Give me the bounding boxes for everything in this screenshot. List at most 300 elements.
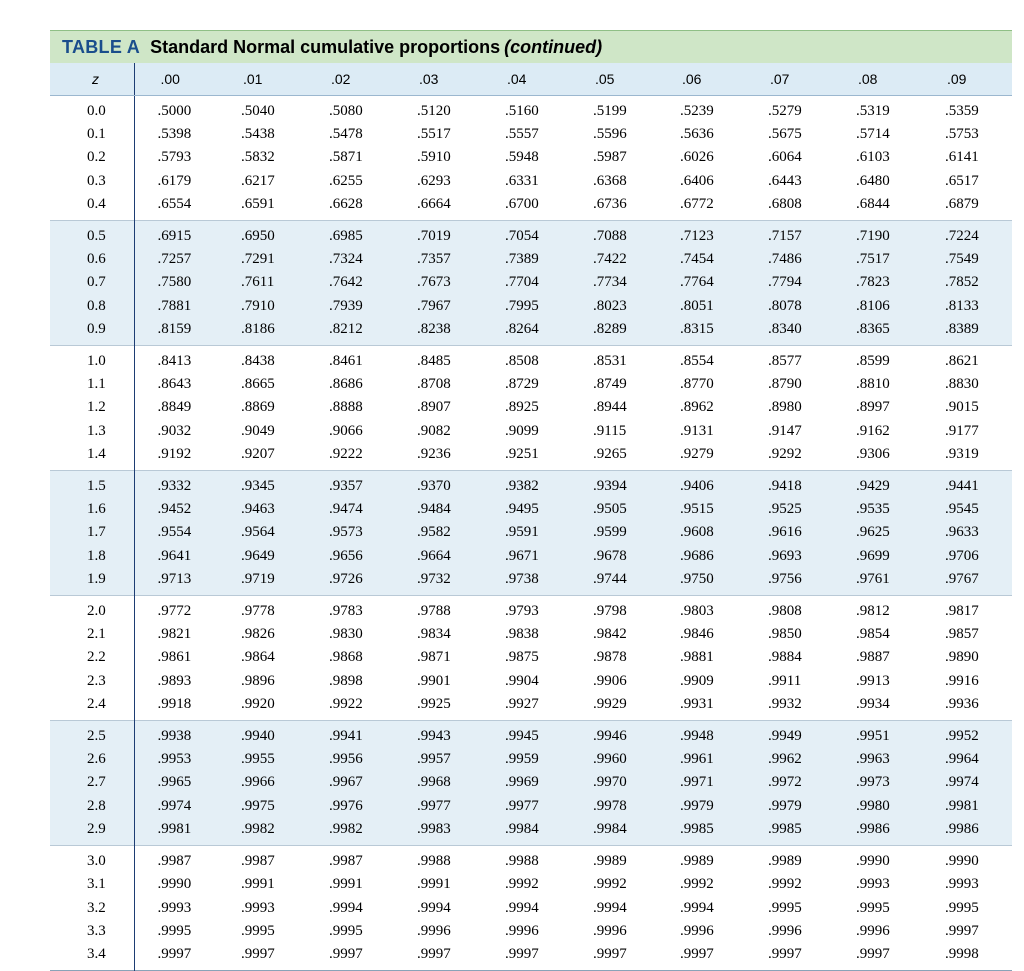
proportion-cell: .9783	[307, 596, 395, 624]
proportion-cell: .8599	[834, 346, 923, 374]
z-value-cell: 0.6	[50, 248, 134, 271]
proportion-cell: .8944	[571, 396, 658, 419]
proportion-cell: .9893	[134, 670, 219, 693]
proportion-cell: .9975	[219, 795, 307, 818]
proportion-cell: .9515	[658, 498, 746, 521]
proportion-cell: .9981	[923, 795, 1012, 818]
proportion-cell: .9916	[923, 670, 1012, 693]
proportion-cell: .8849	[134, 396, 219, 419]
proportion-cell: .9744	[571, 568, 658, 596]
z-value-cell: 2.6	[50, 748, 134, 771]
table-row	[50, 771, 1012, 794]
table-row	[50, 373, 1012, 396]
proportion-cell: .9992	[658, 873, 746, 896]
proportion-cell: .8289	[571, 318, 658, 346]
proportion-cell: .9854	[834, 623, 923, 646]
proportion-cell: .7454	[658, 248, 746, 271]
proportion-cell: .9082	[395, 420, 483, 443]
proportion-cell: .9996	[571, 920, 658, 943]
proportion-cell: .9960	[571, 748, 658, 771]
proportion-cell: .9884	[746, 646, 834, 669]
proportion-cell: .9582	[395, 521, 483, 544]
col-header: .01	[219, 63, 307, 96]
proportion-cell: .7764	[658, 271, 746, 294]
proportion-cell: .7549	[923, 248, 1012, 271]
proportion-cell: .9857	[923, 623, 1012, 646]
table-row	[50, 943, 1012, 971]
proportion-cell: .9798	[571, 596, 658, 624]
proportion-cell: .9996	[658, 920, 746, 943]
proportion-cell: .9989	[658, 846, 746, 874]
proportion-cell: .9974	[134, 795, 219, 818]
proportion-cell: .9965	[134, 771, 219, 794]
proportion-cell: .6736	[571, 193, 658, 221]
z-value-cell: 0.3	[50, 170, 134, 193]
proportion-cell: .5000	[134, 96, 219, 124]
proportion-cell: .9830	[307, 623, 395, 646]
proportion-cell: .9945	[483, 721, 571, 749]
proportion-cell: .6772	[658, 193, 746, 221]
z-value-cell: 1.0	[50, 346, 134, 374]
table-row	[50, 146, 1012, 169]
proportion-cell: .6368	[571, 170, 658, 193]
proportion-cell: .8888	[307, 396, 395, 419]
proportion-cell: .7734	[571, 271, 658, 294]
proportion-cell: .9920	[219, 693, 307, 721]
proportion-cell: .5160	[483, 96, 571, 124]
proportion-cell: .8461	[307, 346, 395, 374]
z-value-cell: 1.5	[50, 471, 134, 499]
proportion-cell: .9767	[923, 568, 1012, 596]
proportion-cell: .5279	[746, 96, 834, 124]
proportion-cell: .9901	[395, 670, 483, 693]
proportion-cell: .6293	[395, 170, 483, 193]
table-row	[50, 920, 1012, 943]
proportion-cell: .9868	[307, 646, 395, 669]
proportion-cell: .9995	[307, 920, 395, 943]
proportion-cell: .9974	[923, 771, 1012, 794]
col-header: .06	[658, 63, 746, 96]
proportion-cell: .9803	[658, 596, 746, 624]
proportion-cell: .9929	[571, 693, 658, 721]
col-header: .04	[483, 63, 571, 96]
proportion-cell: .9772	[134, 596, 219, 624]
proportion-cell: .5636	[658, 123, 746, 146]
proportion-cell: .7995	[483, 295, 571, 318]
proportion-cell: .5557	[483, 123, 571, 146]
proportion-cell: .9898	[307, 670, 395, 693]
proportion-cell: .7910	[219, 295, 307, 318]
table-row	[50, 420, 1012, 443]
proportion-cell: .9896	[219, 670, 307, 693]
proportion-cell: .9147	[746, 420, 834, 443]
z-value-cell: 2.1	[50, 623, 134, 646]
proportion-cell: .9966	[219, 771, 307, 794]
proportion-cell: .8554	[658, 346, 746, 374]
proportion-cell: .9656	[307, 545, 395, 568]
table-row	[50, 873, 1012, 896]
proportion-cell: .8665	[219, 373, 307, 396]
proportion-cell: .9625	[834, 521, 923, 544]
proportion-cell: .6331	[483, 170, 571, 193]
proportion-cell: .7257	[134, 248, 219, 271]
col-header: .09	[923, 63, 1012, 96]
proportion-cell: .7642	[307, 271, 395, 294]
proportion-cell: .9969	[483, 771, 571, 794]
proportion-cell: .9997	[307, 943, 395, 971]
proportion-cell: .9713	[134, 568, 219, 596]
proportion-cell: .9719	[219, 568, 307, 596]
proportion-cell: .8212	[307, 318, 395, 346]
proportion-cell: .9222	[307, 443, 395, 471]
proportion-cell: .9991	[219, 873, 307, 896]
proportion-cell: .9994	[395, 897, 483, 920]
proportion-cell: .7019	[395, 221, 483, 249]
proportion-cell: .7881	[134, 295, 219, 318]
proportion-cell: .6554	[134, 193, 219, 221]
z-value-cell: 0.7	[50, 271, 134, 294]
proportion-cell: .9941	[307, 721, 395, 749]
proportion-cell: .7967	[395, 295, 483, 318]
proportion-cell: .9207	[219, 443, 307, 471]
proportion-cell: .9985	[658, 818, 746, 846]
proportion-cell: .9982	[307, 818, 395, 846]
proportion-cell: .8810	[834, 373, 923, 396]
proportion-cell: .9850	[746, 623, 834, 646]
proportion-cell: .9961	[658, 748, 746, 771]
proportion-cell: .8643	[134, 373, 219, 396]
proportion-cell: .8790	[746, 373, 834, 396]
table-row	[50, 96, 1012, 124]
row-group	[50, 471, 1012, 596]
proportion-cell: .9948	[658, 721, 746, 749]
proportion-cell: .9429	[834, 471, 923, 499]
table-row	[50, 670, 1012, 693]
proportion-cell: .7224	[923, 221, 1012, 249]
proportion-cell: .9726	[307, 568, 395, 596]
proportion-cell: .9940	[219, 721, 307, 749]
z-value-cell: 0.2	[50, 146, 134, 169]
proportion-cell: .9922	[307, 693, 395, 721]
col-header-z: z	[50, 63, 134, 96]
z-value-cell: 2.8	[50, 795, 134, 818]
proportion-cell: .9956	[307, 748, 395, 771]
proportion-cell: .5987	[571, 146, 658, 169]
proportion-cell: .9177	[923, 420, 1012, 443]
proportion-cell: .9821	[134, 623, 219, 646]
proportion-cell: .8365	[834, 318, 923, 346]
proportion-cell: .9962	[746, 748, 834, 771]
z-value-cell: 0.4	[50, 193, 134, 221]
proportion-cell: .9357	[307, 471, 395, 499]
proportion-cell: .9306	[834, 443, 923, 471]
proportion-cell: .9997	[219, 943, 307, 971]
proportion-cell: .6217	[219, 170, 307, 193]
table-row	[50, 693, 1012, 721]
proportion-cell: .8485	[395, 346, 483, 374]
proportion-cell: .9505	[571, 498, 658, 521]
proportion-cell: .8830	[923, 373, 1012, 396]
proportion-cell: .7673	[395, 271, 483, 294]
proportion-cell: .5832	[219, 146, 307, 169]
proportion-cell: .9236	[395, 443, 483, 471]
proportion-cell: .9979	[746, 795, 834, 818]
proportion-cell: .7190	[834, 221, 923, 249]
proportion-cell: .9973	[834, 771, 923, 794]
proportion-cell: .9994	[483, 897, 571, 920]
table-row	[50, 221, 1012, 249]
table-row	[50, 568, 1012, 596]
proportion-cell: .9978	[571, 795, 658, 818]
proportion-cell: .9706	[923, 545, 1012, 568]
proportion-cell: .9890	[923, 646, 1012, 669]
table-row	[50, 846, 1012, 874]
proportion-cell: .6406	[658, 170, 746, 193]
proportion-cell: .9972	[746, 771, 834, 794]
proportion-cell: .5675	[746, 123, 834, 146]
proportion-cell: .8023	[571, 295, 658, 318]
z-value-cell: 2.2	[50, 646, 134, 669]
z-value-cell: 0.1	[50, 123, 134, 146]
table-title	[50, 30, 1012, 63]
table-row	[50, 795, 1012, 818]
proportion-cell: .9265	[571, 443, 658, 471]
proportion-cell: .9292	[746, 443, 834, 471]
proportion-cell: .9989	[746, 846, 834, 874]
proportion-cell: .9693	[746, 545, 834, 568]
proportion-cell: .9864	[219, 646, 307, 669]
proportion-cell: .8962	[658, 396, 746, 419]
proportion-cell: .8531	[571, 346, 658, 374]
proportion-cell: .7157	[746, 221, 834, 249]
proportion-cell: .9986	[923, 818, 1012, 846]
proportion-cell: .6844	[834, 193, 923, 221]
proportion-cell: .9738	[483, 568, 571, 596]
proportion-cell: .9332	[134, 471, 219, 499]
proportion-cell: .8770	[658, 373, 746, 396]
proportion-cell: .8413	[134, 346, 219, 374]
proportion-cell: .9192	[134, 443, 219, 471]
proportion-cell: .5478	[307, 123, 395, 146]
proportion-cell: .6141	[923, 146, 1012, 169]
proportion-cell: .8869	[219, 396, 307, 419]
z-value-cell: 3.2	[50, 897, 134, 920]
proportion-cell: .9951	[834, 721, 923, 749]
proportion-cell: .5080	[307, 96, 395, 124]
col-header: .05	[571, 63, 658, 96]
proportion-cell: .9943	[395, 721, 483, 749]
proportion-cell: .8186	[219, 318, 307, 346]
proportion-cell: .5040	[219, 96, 307, 124]
proportion-cell: .9608	[658, 521, 746, 544]
proportion-cell: .8708	[395, 373, 483, 396]
proportion-cell: .7389	[483, 248, 571, 271]
proportion-cell: .9732	[395, 568, 483, 596]
row-group	[50, 96, 1012, 221]
proportion-cell: .7580	[134, 271, 219, 294]
proportion-cell: .9319	[923, 443, 1012, 471]
proportion-cell: .8621	[923, 346, 1012, 374]
proportion-cell: .9946	[571, 721, 658, 749]
proportion-cell: .9997	[746, 943, 834, 971]
z-value-cell: 1.6	[50, 498, 134, 521]
proportion-cell: .9994	[571, 897, 658, 920]
proportion-cell: .9985	[746, 818, 834, 846]
table-row	[50, 193, 1012, 221]
table-label: TABLE A	[62, 36, 141, 57]
proportion-cell: .8980	[746, 396, 834, 419]
table-row	[50, 346, 1012, 374]
proportion-cell: .9032	[134, 420, 219, 443]
table-row	[50, 748, 1012, 771]
proportion-cell: .9994	[307, 897, 395, 920]
proportion-cell: .7291	[219, 248, 307, 271]
proportion-cell: .5359	[923, 96, 1012, 124]
proportion-cell: .9564	[219, 521, 307, 544]
proportion-cell: .6628	[307, 193, 395, 221]
z-table	[50, 63, 1012, 971]
proportion-cell: .9992	[571, 873, 658, 896]
table-row	[50, 545, 1012, 568]
proportion-cell: .9977	[395, 795, 483, 818]
proportion-cell: .8729	[483, 373, 571, 396]
z-value-cell: 1.2	[50, 396, 134, 419]
col-header: .07	[746, 63, 834, 96]
proportion-cell: .5517	[395, 123, 483, 146]
proportion-cell: .9991	[395, 873, 483, 896]
proportion-cell: .9976	[307, 795, 395, 818]
proportion-cell: .7357	[395, 248, 483, 271]
proportion-cell: .9987	[219, 846, 307, 874]
z-value-cell: 2.0	[50, 596, 134, 624]
proportion-cell: .9982	[219, 818, 307, 846]
table-row	[50, 721, 1012, 749]
proportion-cell: .9989	[571, 846, 658, 874]
proportion-cell: .9345	[219, 471, 307, 499]
table-row	[50, 897, 1012, 920]
table-continued: (continued)	[504, 36, 603, 57]
proportion-cell: .8577	[746, 346, 834, 374]
table-row	[50, 271, 1012, 294]
row-group	[50, 846, 1012, 971]
proportion-cell: .9990	[834, 846, 923, 874]
proportion-cell: .9871	[395, 646, 483, 669]
proportion-cell: .9977	[483, 795, 571, 818]
z-value-cell: 1.4	[50, 443, 134, 471]
proportion-cell: .9756	[746, 568, 834, 596]
z-value-cell: 1.3	[50, 420, 134, 443]
proportion-cell: .9463	[219, 498, 307, 521]
proportion-cell: .9993	[834, 873, 923, 896]
proportion-cell: .6443	[746, 170, 834, 193]
proportion-cell: .8925	[483, 396, 571, 419]
proportion-cell: .9997	[658, 943, 746, 971]
proportion-cell: .9591	[483, 521, 571, 544]
proportion-cell: .9066	[307, 420, 395, 443]
proportion-cell: .9997	[483, 943, 571, 971]
proportion-cell: .9983	[395, 818, 483, 846]
table-row	[50, 471, 1012, 499]
proportion-cell: .7517	[834, 248, 923, 271]
proportion-cell: .5793	[134, 146, 219, 169]
proportion-cell: .7939	[307, 295, 395, 318]
header-row	[50, 63, 1012, 96]
proportion-cell: .6879	[923, 193, 1012, 221]
proportion-cell: .9980	[834, 795, 923, 818]
proportion-cell: .5319	[834, 96, 923, 124]
proportion-cell: .9995	[134, 920, 219, 943]
proportion-cell: .7324	[307, 248, 395, 271]
proportion-cell: .9986	[834, 818, 923, 846]
z-value-cell: 3.3	[50, 920, 134, 943]
proportion-cell: .7486	[746, 248, 834, 271]
proportion-cell: .9996	[834, 920, 923, 943]
proportion-cell: .9817	[923, 596, 1012, 624]
proportion-cell: .9664	[395, 545, 483, 568]
table-row	[50, 623, 1012, 646]
z-value-cell: 3.1	[50, 873, 134, 896]
proportion-cell: .9015	[923, 396, 1012, 419]
proportion-cell: .9995	[923, 897, 1012, 920]
proportion-cell: .7088	[571, 221, 658, 249]
proportion-cell: .9641	[134, 545, 219, 568]
proportion-cell: .9906	[571, 670, 658, 693]
proportion-cell: .8051	[658, 295, 746, 318]
table-row	[50, 596, 1012, 624]
proportion-cell: .9918	[134, 693, 219, 721]
proportion-cell: .5596	[571, 123, 658, 146]
z-value-cell: 0.0	[50, 96, 134, 124]
proportion-cell: .9441	[923, 471, 1012, 499]
z-value-cell: 2.9	[50, 818, 134, 846]
proportion-cell: .9994	[658, 897, 746, 920]
proportion-cell: .9998	[923, 943, 1012, 971]
proportion-cell: .6808	[746, 193, 834, 221]
proportion-cell: .8749	[571, 373, 658, 396]
proportion-cell: .9997	[571, 943, 658, 971]
proportion-cell: .9842	[571, 623, 658, 646]
proportion-cell: .9984	[483, 818, 571, 846]
proportion-cell: .9959	[483, 748, 571, 771]
z-value-cell: 1.1	[50, 373, 134, 396]
proportion-cell: .9997	[923, 920, 1012, 943]
proportion-cell: .9382	[483, 471, 571, 499]
proportion-cell: .9535	[834, 498, 923, 521]
proportion-cell: .8238	[395, 318, 483, 346]
table-row	[50, 818, 1012, 846]
proportion-cell: .9808	[746, 596, 834, 624]
z-value-cell: 2.3	[50, 670, 134, 693]
proportion-cell: .9788	[395, 596, 483, 624]
proportion-cell: .9995	[746, 897, 834, 920]
proportion-cell: .6664	[395, 193, 483, 221]
proportion-cell: .9955	[219, 748, 307, 771]
col-header: .02	[307, 63, 395, 96]
proportion-cell: .9418	[746, 471, 834, 499]
table-row	[50, 646, 1012, 669]
proportion-cell: .9997	[834, 943, 923, 971]
proportion-cell: .8508	[483, 346, 571, 374]
proportion-cell: .9995	[219, 920, 307, 943]
proportion-cell: .6985	[307, 221, 395, 249]
proportion-cell: .9452	[134, 498, 219, 521]
table-title-text: Standard Normal cumulative proportions	[150, 36, 501, 57]
table-row	[50, 170, 1012, 193]
proportion-cell: .8686	[307, 373, 395, 396]
proportion-cell: .9981	[134, 818, 219, 846]
proportion-cell: .9875	[483, 646, 571, 669]
proportion-cell: .9967	[307, 771, 395, 794]
